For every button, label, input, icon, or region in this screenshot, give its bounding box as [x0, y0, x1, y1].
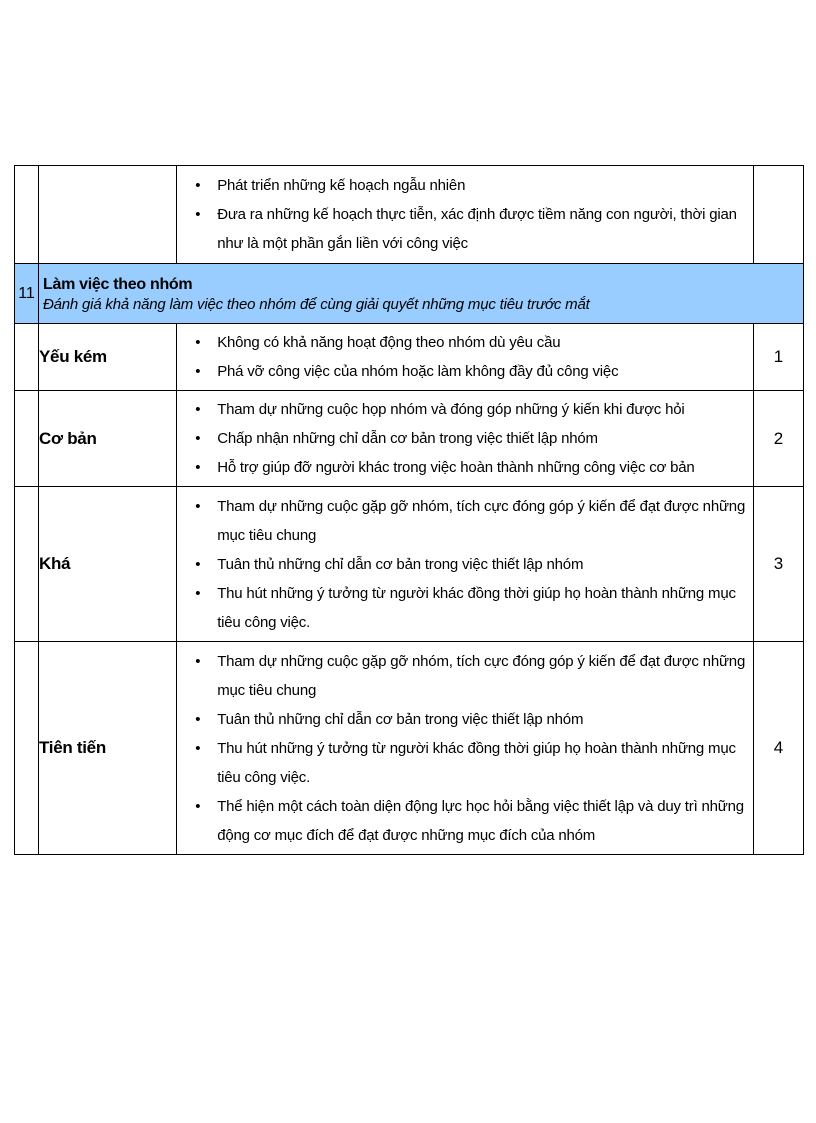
bullet-item: • Chấp nhận những chỉ dẫn cơ bản trong việc thiết lập nhóm — [189, 424, 747, 453]
level-bullet-list — [177, 324, 753, 390]
level-row-advanced — [15, 642, 804, 855]
level-score: 4 — [753, 642, 803, 855]
section-title: Làm việc theo nhóm — [43, 276, 193, 293]
section-header-row — [15, 264, 804, 324]
bullet-item: • Đưa ra những kế hoạch thực tiễn, xác định được tiềm năng con người, thời gian như là một phần gắn liền với công việc — [189, 200, 747, 258]
bullet-item: • Phá vỡ công việc của nhóm hoặc làm không đầy đủ công việc — [189, 357, 747, 386]
section-subtitle: Đánh giá khả năng làm việc theo nhóm để cùng giải quyết những mục tiêu trước mắt — [43, 296, 590, 313]
level-row-weak — [15, 324, 804, 391]
continuation-score-cell — [753, 166, 803, 264]
level-score: 1 — [753, 324, 803, 391]
level-bullet-list — [177, 488, 753, 641]
continuation-bullet-list — [177, 167, 753, 262]
empty-number-cell — [15, 324, 39, 391]
level-row-basic — [15, 391, 804, 487]
continuation-row — [15, 166, 804, 264]
level-description-cell — [177, 642, 754, 855]
bullet-item: • Phát triển những kế hoạch ngẫu nhiên — [189, 171, 747, 200]
bullet-item: • Tham dự những cuộc họp nhóm và đóng góp những ý kiến khi được hỏi — [189, 395, 747, 424]
empty-number-cell — [15, 642, 39, 855]
section-header-cell — [39, 264, 804, 324]
level-bullet-list — [177, 643, 753, 854]
continuation-number-cell — [15, 166, 39, 264]
level-name: Yếu kém — [39, 324, 177, 391]
section-number: 11 — [15, 264, 39, 324]
level-description-cell — [177, 391, 754, 487]
bullet-item: • Tuân thủ những chỉ dẫn cơ bản trong việc thiết lập nhóm — [189, 550, 747, 579]
bullet-item: • Tuân thủ những chỉ dẫn cơ bản trong việc thiết lập nhóm — [189, 705, 747, 734]
level-bullet-list — [177, 391, 753, 486]
continuation-description-cell — [177, 166, 754, 264]
level-description-cell — [177, 487, 754, 642]
bullet-item: • Thu hút những ý tưởng từ người khác đồng thời giúp họ hoàn thành những mục tiêu công việc. — [189, 734, 747, 792]
bullet-item: • Tham dự những cuộc gặp gỡ nhóm, tích cực đóng góp ý kiến để đạt được những mục tiêu chung — [189, 647, 747, 705]
empty-number-cell — [15, 391, 39, 487]
bullet-item: • Hỗ trợ giúp đỡ người khác trong việc hoàn thành những công việc cơ bản — [189, 453, 747, 482]
empty-number-cell — [15, 487, 39, 642]
level-row-good — [15, 487, 804, 642]
level-score: 2 — [753, 391, 803, 487]
competency-table — [14, 165, 804, 855]
level-name: Khá — [39, 487, 177, 642]
continuation-level-cell — [39, 166, 177, 264]
bullet-item: • Thể hiện một cách toàn diện động lực học hỏi bằng việc thiết lập và duy trì những động cơ mục đích để đạt được những mục đích của nhóm — [189, 792, 747, 850]
bullet-item: • Không có khả năng hoạt động theo nhóm dù yêu cầu — [189, 328, 747, 357]
level-score: 3 — [753, 487, 803, 642]
bullet-item: • Tham dự những cuộc gặp gỡ nhóm, tích cực đóng góp ý kiến để đạt được những mục tiêu chung — [189, 492, 747, 550]
level-name: Tiên tiến — [39, 642, 177, 855]
level-name: Cơ bản — [39, 391, 177, 487]
bullet-item: • Thu hút những ý tưởng từ người khác đồng thời giúp họ hoàn thành những mục tiêu công việc. — [189, 579, 747, 637]
level-description-cell — [177, 324, 754, 391]
